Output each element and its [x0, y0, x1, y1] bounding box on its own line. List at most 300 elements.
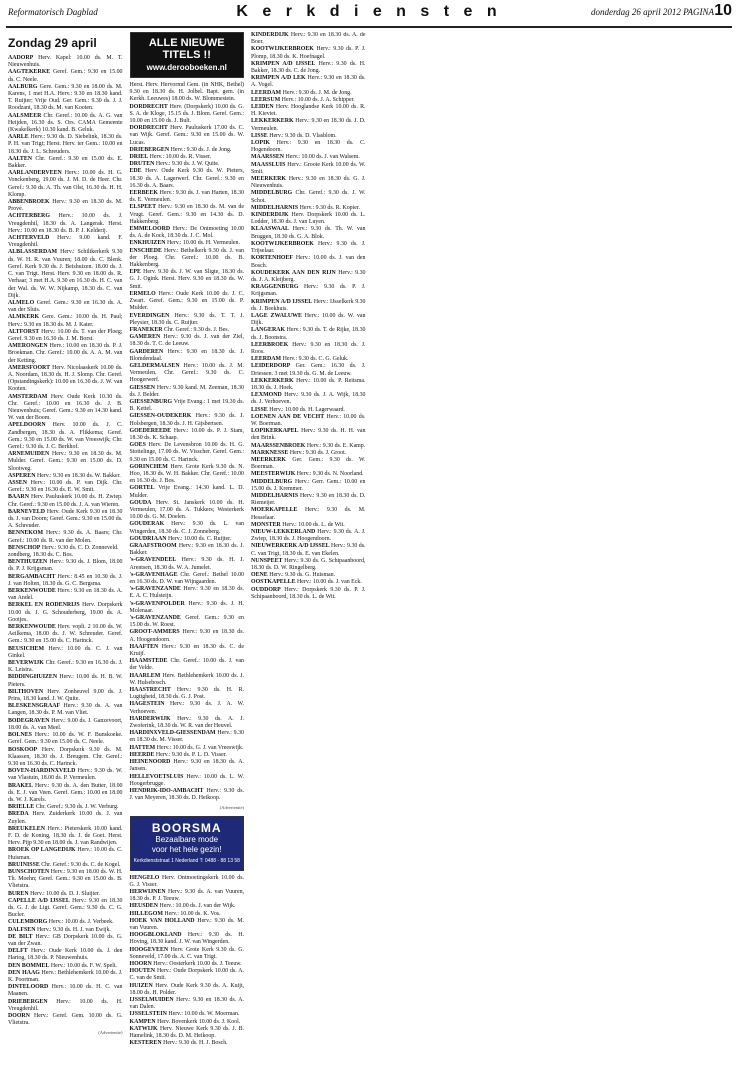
service-details: Herv.: Pieterskerk 10.00 kand. F. D. de Koning, 18.30 ds. J. de Goei. Herst. Herv. Pijp 9.30 en 18.00 ds. J. van Randwijen. — [8, 825, 123, 847]
service-details: Herv.: 9.30 ds. J. M. de Jong. — [282, 89, 352, 96]
service-details: Chr. Geref.: 10.00 ds. J. van der Velde. — [129, 658, 244, 672]
place-name: HAGESTEIN — [129, 701, 165, 708]
place-name: MIDDELHARNIS — [251, 493, 299, 499]
service-details: Herv.: 9.30 ds. C. G. Geluk. — [282, 356, 349, 363]
service-details: Herv.: 9.30 en 18.30 ds. M. Visser. — [129, 730, 244, 744]
listing-entry — [251, 493, 366, 507]
listing-entry — [8, 314, 123, 328]
listing-entry — [8, 602, 123, 624]
listing-entry — [251, 133, 366, 140]
service-details: Herv.: 9.30 en 18.30 ds. W. Bakker. — [36, 472, 121, 479]
place-name: BENTHUIZEN — [8, 559, 48, 566]
service-details: Herv. Hooglandse Kerk 10.00 ds. R. H. Kieviet. — [251, 104, 366, 118]
listing-entry — [251, 162, 366, 176]
listing-col6 — [251, 212, 366, 601]
listings-columns — [8, 32, 730, 1058]
listing-entry — [251, 543, 366, 557]
listing-entry — [130, 673, 245, 687]
service-details: Herv.: 9.30 ds. J. Blom, 18.00 ds. P. J. Krijgsman. — [8, 559, 123, 573]
listing-entry — [8, 394, 123, 423]
listing-entry — [251, 118, 366, 132]
listing-entry — [8, 869, 123, 891]
service-details: Herv.: 9.30 en 18.30 ds. J. Bakker. — [129, 543, 244, 557]
place-name: BERKENWOUDE — [8, 624, 56, 631]
listing-entry — [8, 494, 123, 508]
place-name: FRANEKER — [129, 326, 163, 333]
listing-entry — [130, 572, 245, 586]
ad-boorsma-line3: voor het hele gezin! — [151, 844, 222, 854]
place-name: HARDINXVELD-GIESSENDAM — [129, 730, 216, 737]
listing-entry — [8, 768, 123, 782]
listing-entry — [8, 732, 123, 746]
place-name: DRIEBERGEN — [8, 998, 48, 1005]
place-name: MAARSSENBROEK — [251, 442, 306, 449]
service-details: Herv.: Dorpskerk 9.30 ds. P. J. Schipaanboord, 18.30 ds. L. de Wit. — [251, 586, 366, 600]
place-name: BENNEKOM — [8, 530, 44, 537]
place-name: AALBURG — [8, 83, 38, 90]
service-details: Herv.: De Ontmoeting 10.00 ds. A. de Kock, 18.30 ds. J. C. Mol. — [129, 226, 244, 240]
listing-entry — [8, 898, 123, 920]
listing-entry — [251, 428, 366, 442]
place-name: AALSMEER — [8, 112, 42, 119]
service-details: Herv.: 9.30 ds. G. Huisman. — [269, 572, 336, 579]
service-details: Herv. Oude Kerk 9.30 ds. A. Kuijt, 18.00 ds. H. Polder. — [129, 982, 244, 996]
listing-entry — [251, 450, 366, 457]
listing-entry — [251, 572, 366, 579]
listing-entry — [130, 889, 245, 903]
listing-entry — [251, 378, 366, 392]
place-name: KRIMPEN A/D IJSSEL — [251, 298, 313, 305]
listing-entry — [251, 61, 366, 75]
listing-entry — [130, 730, 245, 744]
place-name: ASPEREN — [8, 472, 36, 479]
place-name: 's-GRAVENDEEL — [129, 557, 177, 564]
service-details: Herv.: 10.00 ds. P. van Dijk. Chr. Geref.: 9.30 en 16.30 ds. E. W. Smit. — [8, 479, 123, 494]
place-name: ENKHUIZEN — [129, 240, 166, 247]
listing-entry — [130, 788, 245, 802]
place-name: IJSSELMUIDEN — [129, 996, 174, 1003]
listing-entry — [8, 689, 123, 703]
listing-entry — [251, 205, 366, 212]
listing-entry — [8, 811, 123, 825]
service-details: Herv.: 9.30 ds. M. van Vuuren. — [129, 917, 244, 931]
listing-entry — [8, 249, 123, 299]
place-name: BAARN — [8, 494, 29, 501]
place-name: HARDERWIJK — [129, 715, 171, 722]
service-details: Herv.: 10.00 ds. J. Vreugdenhil, 18.30 ds. A. Langerak. Herst. Herv.: 10.00 en 18.30 ds. B. P. J. Kelderij. — [8, 213, 123, 234]
listing-entry — [130, 291, 245, 313]
ad-books-headline: ALLE NIEUWE TITELS !! — [148, 37, 225, 61]
listing-entry — [130, 701, 245, 715]
listing-col3 — [130, 82, 245, 399]
place-name: AARLANDERVEEN — [8, 170, 62, 177]
listing-entry — [8, 919, 123, 926]
listing-entry — [8, 473, 123, 480]
listing-entry — [251, 587, 366, 601]
listing-entry — [130, 190, 245, 204]
listing-entry — [130, 161, 245, 168]
service-details: Herv.: 9.30 ds. J. van Harten, 18.30 ds. E. Vermeulen. — [129, 190, 244, 204]
place-name: GRAAFSTROOM — [129, 543, 177, 549]
listing-entry — [8, 646, 123, 660]
place-name: BARNEVELD — [8, 508, 45, 515]
ad-boorsma-line2: Bezaalbare mode — [155, 834, 219, 844]
section-title: K e r k d i e n s t e n — [236, 3, 502, 20]
listing-entry — [130, 327, 245, 334]
place-name: OENE — [251, 572, 268, 579]
place-name: MARKNESSE — [251, 449, 289, 456]
listing-entry — [251, 46, 366, 60]
place-name: BIDDINGHUIZEN — [8, 674, 58, 681]
service-details: Herv.: 9.30 ds. J. Groot. — [289, 449, 347, 456]
listing-entry — [8, 235, 123, 249]
place-name: HAAMSTEDE — [129, 658, 168, 665]
place-name: ALMKERK — [8, 314, 40, 321]
service-details: Herv.: 10.00 ds. C. Ruijter. — [167, 535, 232, 542]
listing-entry — [130, 428, 245, 442]
place-name: HAASTRECHT — [129, 687, 171, 694]
listing-entry — [130, 745, 245, 752]
place-name: NUNSPEET — [251, 557, 283, 564]
service-details: Herv. Zonheuvel 9.00 ds. J. Prins, 18.30 kand. J. W. Quite. — [8, 688, 123, 703]
service-details: Herv.: Gerr. Gem.: 10.00 en 15.00 ds. J. Kremmer. — [251, 478, 366, 492]
place-name: MOERKAPELLE — [251, 507, 298, 514]
place-name: GIESSEN — [129, 384, 156, 391]
place-name: 's-GRAVENZANDE — [129, 586, 181, 593]
place-name: MIDDELBURG — [251, 478, 293, 485]
service-details: Herv.: 9.30 ds. J. A. W. Verhoeven. — [129, 701, 244, 715]
listing-entry — [251, 140, 366, 154]
service-details: Herv.: 9.30 ds. J. A. Kleijberg. — [251, 269, 366, 283]
service-details: Herv.: 9.30 ds. J. de Jong. — [170, 146, 232, 153]
listing-entry — [8, 365, 123, 394]
listing-entry — [8, 69, 123, 83]
listing-entry — [130, 385, 245, 399]
service-details: Herv. Bethlehemkerk 10.00 ds. J. W. Hulsebosch. — [129, 672, 244, 686]
place-name: BRUINISSE — [8, 861, 40, 868]
listing-entry — [251, 507, 366, 521]
service-details: Chr. Geref.: 9.30 ds. J. Bes. — [164, 326, 230, 333]
listing-entry — [251, 392, 366, 406]
place-name: HATTEM — [129, 744, 156, 751]
listing-entry — [251, 327, 366, 341]
service-details: Herv.: 9.30 en 18.30 ds. A. de Boer. — [251, 32, 366, 46]
listing-entry — [130, 997, 245, 1011]
service-details: Herv. Pauluskerk 17.00 ds. C. van Wijk. Geref. Gem.: 9.30 en 15.00 ds. W. Lucas. — [129, 125, 244, 146]
service-details: Ger. Gem.: 9.30 ds. W. Boerman. — [251, 456, 366, 471]
place-name: EPE — [129, 269, 141, 276]
listing-entry — [130, 204, 245, 226]
service-details: Herv. Nieuwe Kerk 9.30 ds. J. B. Hamelink, 18.30 ds. D. M. Heikoop. — [129, 1025, 244, 1039]
listing-entry — [251, 529, 366, 543]
service-details: Herv.: 9.30 en 18.30 ds. M. van de Vrugt. Geref. Gem.: 9.30 en 14.30 ds. D. Hakkenberg. — [129, 204, 244, 225]
place-name: ACHTERVELD — [8, 235, 50, 242]
place-name: LEERDAM — [251, 89, 282, 96]
listing-entry — [8, 718, 123, 732]
place-name: HENDRIK-IDO-AMBACHT — [129, 787, 204, 794]
service-details: Herv. 10.00 ds. J. C. Zandbergen, 18.30 ds. A. Flikkema; Geref. Gem.: 9.30 en 15.00 ds. W. van Vreeswijk; Chr. Geref.: 9.30 ds. J. C. Berkhof. — [8, 422, 123, 450]
place-name: HEINENOORD — [129, 759, 171, 766]
service-details: Herv.: 9.30 ds. A. den Butter, 18.00 ds. E. J. van Veen. Geref. Gem.: 10.00 en 18.00 ds. W. J. Karels. — [8, 782, 123, 803]
place-name: AMERSFOORT — [8, 364, 51, 371]
listing-entry — [251, 356, 366, 363]
place-name: HOOGEVEEN — [129, 946, 169, 953]
service-details: Herv.: Geref. Gem. 10.00 ds. G. Vlietstra. — [8, 1013, 123, 1027]
listing-entry — [130, 349, 245, 363]
place-name: BEUSICHEM — [8, 645, 45, 652]
place-name: GROOT-AMMERS — [129, 629, 180, 636]
service-details: Herv.: 10.00 ds. F. W. Spelt. — [50, 962, 117, 969]
listing-entry — [130, 658, 245, 672]
service-details: Herv.: 10.00 ds. H. C. van Maanen. — [8, 984, 123, 998]
place-name: DALFSEN — [8, 926, 36, 933]
listing-entry — [130, 774, 245, 788]
service-details: Herv.: 10.00 ds. D. J. Sluijter. — [30, 890, 100, 897]
place-name: DORDRECHT — [129, 103, 168, 110]
listing-entry — [130, 413, 245, 427]
place-name: LEKKERKERK — [251, 377, 294, 384]
place-name: LEERSUM — [251, 96, 281, 103]
place-name: AMERONGEN — [8, 343, 48, 350]
place-name: HAAFTEN — [129, 643, 159, 650]
place-name: DE BILT — [8, 933, 33, 940]
place-name: KESTEREN — [129, 1040, 162, 1047]
service-details: Gere. Gem.: 10.00 ds. H. Paul; Herv.: 9.30 en 18.30 ds. M. J. Kater. — [8, 314, 123, 328]
listing-entry — [251, 97, 366, 104]
place-name: LEXMOND — [251, 392, 282, 399]
place-name: BREDA — [8, 811, 29, 818]
day-heading: Zondag 29 april — [8, 36, 97, 50]
service-details: Herv.: 9.30 ds. A. van Vuuren, 18.30 ds. P. J. Teeuw. — [129, 888, 245, 903]
service-details: Herv.: 10.00 ds. J. van Walsem. — [285, 154, 360, 161]
place-name: 's-GRAVENPOLDER — [129, 600, 185, 607]
service-details: Herv.: 10.00 ds. H. Vreugdenhil. — [8, 998, 123, 1012]
service-details: Herv.: 10.00 ds. J. M. Vermeulen. Chr. Geref.: 9.30 ds. C. Hoogerwerf. — [129, 362, 244, 384]
service-details: Herv. Dorpskerk 10.00 ds. J. G. Schouderberg, 19.00 ds. A. Gootjes. — [8, 602, 123, 623]
ad-boorsma-address: Kerkdienststraat 1 Nederland T: 0488 - 88 13 58 — [133, 857, 240, 864]
service-details: Herv. Ontmoetingskerk 10.00 ds. G. J. Visser. — [129, 874, 244, 888]
place-name: DEN HAAG — [8, 969, 40, 976]
place-name: BOVEN-HARDINXVELD — [8, 768, 76, 775]
place-name: KATWIJK — [129, 1025, 158, 1032]
place-name: LEKKERKERK — [251, 118, 294, 125]
listing-entry — [8, 84, 123, 113]
ad-label-2: (Advertentie) — [219, 805, 244, 811]
listing-entry — [130, 1040, 245, 1047]
listing-entry — [251, 414, 366, 428]
place-name: AADORP — [8, 55, 34, 61]
listing-entry — [130, 168, 245, 190]
listing-entry — [130, 104, 245, 126]
listing-entry — [130, 399, 245, 413]
service-details: Herv.: 9.30 ds. Th. W. van Bruggen, 18.30 ds. G. A. Blok. — [251, 226, 366, 240]
advertisement-books[interactable] — [130, 32, 245, 78]
listing-entry — [8, 1013, 123, 1027]
place-name: MEESTERWIJK — [251, 471, 296, 478]
listing-entry — [251, 212, 366, 226]
place-name: HENGELO — [129, 874, 160, 881]
listing-entry — [8, 826, 123, 848]
listing-entry — [130, 1019, 245, 1026]
service-details: Herv. St. Janskerk 10.00 ds. H. Vermeulen, 17.00 ds. A. Tukkers; Westerkerk 10.00 ds. G. M. Doelen. — [129, 499, 244, 521]
service-details: Herv.: 9.30 ds. H. J. Arentsen, 18.30 ds. W. A. Jumelet. — [129, 557, 244, 571]
listing-entry — [130, 226, 245, 240]
listing-entry — [251, 104, 366, 118]
listing-entry — [130, 687, 245, 701]
place-name: MIDDELBURG — [251, 190, 293, 197]
service-details: Herv. Dorpskerk 10.00 ds. L. Lodder, 18.30 ds. J. van Luyen. — [251, 212, 366, 226]
service-details: Herv.: 10.00 ds. W. van Dijk. — [251, 312, 366, 327]
service-details: Herv.: 9.30 ds. J. H. Molenaar. — [129, 600, 244, 614]
listing-entry — [130, 313, 245, 327]
listing-entry — [130, 911, 245, 918]
place-name: DRIEBERGEN — [129, 146, 170, 153]
service-details: Herv. voplt. 2 10.00 ds. W. Aeilkema, 18.00 ds. J. W. Schreuder. Geref. Gem.: 9.30 en 15.00 ds. C. Harinck. — [8, 624, 123, 645]
listing-entry — [8, 509, 123, 531]
service-details: Herv.: 10.00 ds. H. G. Vonckenberg, 19.00 ds. J. M. D. de Heer. Chr. Geref.: 9.30 ds. A. Th. van Olst, 16.30 ds. H. H. Klomp. — [8, 170, 123, 198]
service-details: Herv.: 9.30 ds. H. J. Bosch. — [163, 1040, 228, 1047]
service-details: Herv.: 10.00 ds. W. F. Bunskoeke. Geref. Gem.: 9.30 en 15.00 ds. C. Neele. — [8, 732, 123, 746]
listing-entry — [130, 442, 245, 464]
service-details: Chr. Geref.: 9.30 ds. J. W. Schot. — [251, 190, 366, 204]
service-details: Herv.: 9.30 ds. C. van Trigt, 18.30 ds. E. van Ekelen. — [251, 543, 366, 557]
service-details: Herv.: 9.30 en 18.30 ds. A. Hoogendoorn. — [129, 629, 244, 643]
listing-col4 — [130, 399, 245, 802]
listing-entry — [251, 579, 366, 586]
advertisement-boorsma[interactable] — [130, 816, 245, 871]
place-name: BUNSCHOTEN — [8, 868, 50, 875]
service-details: Herv.: 9.30 ds. M. Hesselaar. — [251, 507, 366, 521]
service-details: Herv.: 9.00 kand. F. Vreugdenhil. — [8, 235, 123, 249]
place-name: MEERKERK — [251, 456, 287, 463]
listing-entry — [130, 932, 245, 946]
service-details: Herv.: 10.00 ds. J. van den Bosch. — [251, 255, 366, 269]
service-details: Herv.: Groote Kerk 10.00 ds. W. Smit. — [251, 161, 366, 175]
listing-entry — [130, 1011, 245, 1018]
listing-entry — [8, 804, 123, 811]
listing-entry — [8, 963, 123, 970]
place-name: LEIDERDORP — [251, 363, 291, 370]
place-name: LOENEN AAN DE VECHT — [251, 413, 325, 420]
place-name: BOSKOOP — [8, 746, 38, 753]
place-name: KOOTWIJKERBROEK — [251, 240, 314, 247]
service-details: Herv.: 9.30 en 18.30 ds. C. Hogendoorn. — [251, 140, 366, 154]
service-details: Herv. Oude Kerk 9.30 ds. W. Pieters, 18.30 ds. A. Lagerwerf. Chr. Geref.: 9.30 en 16.30 ds. A. Baars. — [129, 168, 244, 189]
place-name: MEERKERK — [251, 176, 287, 183]
header-rule — [6, 26, 732, 28]
service-details: Herv.: 8.45 en 10.30 ds. J. J. van Holten, 18.30 ds. G. C. Bergsma. — [8, 573, 123, 587]
listing-entry — [8, 329, 123, 343]
listing-entry — [130, 983, 245, 997]
place-name: LANGERAK — [251, 327, 286, 334]
listing-entry — [130, 875, 245, 889]
place-name: BERGAMBACHT — [8, 573, 56, 580]
place-name: GIESSEN-OUDEKERK — [129, 413, 192, 420]
service-details: Herv.: 10.00 ds. T. van der Ploeg; Geref. 9.30 en 16.30 ds. J. M. Borst. — [8, 328, 123, 342]
service-details: Herv.: 10.00 ds. L. de Wit. — [282, 521, 345, 528]
place-name: KRIMPEN A/D LEK — [251, 75, 306, 82]
place-name: EERBEEK — [129, 190, 158, 197]
listing-entry — [8, 934, 123, 948]
place-name: HOORN — [129, 960, 152, 967]
place-name: GORINCHEM — [129, 463, 168, 470]
place-name: BREUKELEN — [8, 825, 45, 832]
place-name: ELSPEET — [129, 204, 157, 211]
service-details: Chr. Geref.: 9.30 en 16.30 ds. J. K. Leistra. — [8, 660, 123, 674]
service-details: Chr. Geref.: 10.00 ds. A. G. van Heijden, 16.30 ds. S. Ors. CAMA Gemeente (Kwakelkerk) 10.30 kand. B. Geluk. — [8, 112, 123, 134]
listing-entry — [251, 471, 366, 478]
listing-entry — [251, 457, 366, 471]
listing-entry — [8, 343, 123, 365]
service-details: Herv.: 9.30 en 18.30 ds. J. D. Vermeulen. — [251, 118, 366, 132]
service-details: Herv.: 9.30 ds. N. Noorland. — [296, 471, 364, 478]
service-details: Herv.: 9.30 en 18.30 ds. G. J. de Ligt. Geref. Gem.: 9.30 ds. C. G. Bucler. — [8, 897, 123, 919]
service-details: Herv. Grote Kerk 9.30 ds. G. Sonneveld, 17.00 ds. A. C. van Trigt. — [129, 946, 244, 960]
service-details: Herv.: 9.30 ds. L. van Wingerden, 18.30 ds. C. J. Zonneberg. — [129, 521, 244, 535]
service-details: Herv.: 9.30 ds. J. A. Wijk, 18.30 ds. J. Verhoeven. — [251, 392, 366, 406]
listing-entry — [8, 199, 123, 213]
listing-entry — [8, 948, 123, 962]
place-name: BLESKENSGRAAF — [8, 703, 61, 710]
service-details: Herv. Oude Kerk 10.30 ds. Chr. Geref.: 10.00 en 16.30 ds. J. B. Nieuwenhuis; Geref. Gem.: 9.30 en 14.30 kand. W. van der Boom. — [8, 393, 123, 422]
listing-entry — [251, 522, 366, 529]
place-name: ENSCHEDE — [129, 247, 162, 254]
place-name: HOOGBLOKLAND — [129, 932, 182, 939]
listing-entry — [130, 629, 245, 643]
service-details: Herv.: 9.30 en 18.30 ds. J. Roos. — [251, 341, 366, 355]
service-details: Herv.: 9.30 en 18.30 ds. A. Jansen. — [129, 759, 244, 773]
place-name: HILLEGOM — [129, 910, 163, 917]
listing-entry — [130, 601, 245, 615]
listing-entry — [251, 226, 366, 240]
place-name: DRIEL — [129, 154, 149, 161]
listing-entry — [130, 82, 245, 104]
service-details: Herv.: 9.30 ds. H. Hoving, 18.30 kand. J. W. van Wingerden. — [129, 932, 244, 946]
service-details: Herv.: 9.30 en 18.30 ds. E. A. C. Hulsteijn. — [129, 586, 244, 600]
listing-entry — [251, 284, 366, 298]
place-name: BERKEL EN RODENRIJS — [8, 602, 80, 609]
issue-date-text: donderdag 26 april 2012 — [590, 7, 681, 17]
ad-books-url[interactable]: www.derooboeken.nl — [146, 63, 227, 72]
listing-entry — [251, 190, 366, 204]
place-name: LEIDEN — [251, 104, 274, 111]
service-details: Herv.: 10.00 ds. C. Huisman. — [8, 847, 123, 861]
listing-entry — [8, 783, 123, 805]
service-details: Herv.: 10.00 ds. W. Moerman. — [168, 1011, 240, 1018]
service-details: Herv. 9.30 ds. J. W. van Sligte, 18.30 ds. G. J. Ogink. Herst. Herv. 9.30 en 18.30 ds. W. Smit. — [129, 269, 244, 290]
place-name: 's-GRAVENZANDE — [129, 615, 181, 622]
service-details: Herv.: 9.30 ds. J. Trijselaar. — [251, 240, 366, 255]
service-details: Herv.: IJsselkerk 9.30 ds. J. Beekhuis. — [251, 298, 366, 312]
place-name: DOORN — [8, 1013, 30, 1020]
service-details: Herv. Oude Kerk 9.30 en 18.30 ds. J. van Doorn; Geref. Gem.: 9.30 en 15.00 ds. A. Schreuder. — [8, 508, 123, 530]
listing-entry — [130, 147, 245, 154]
place-name: EDE — [129, 168, 142, 175]
listing-entry — [8, 552, 123, 559]
listing-entry — [130, 334, 245, 348]
service-details: Herv.: Bethelkerk 9.30 ds. J. van der Ploeg. Chr. Geref.: 10.00 ds. B. Hakkenberg. — [129, 247, 244, 269]
listing-entry — [8, 530, 123, 544]
place-name: ERMELO — [129, 290, 156, 297]
listing-col2 — [8, 552, 123, 1027]
listing-entry — [130, 644, 245, 658]
listing-entry — [130, 752, 245, 759]
place-name: CULEMBORG — [8, 919, 48, 926]
service-details: Herv.: 10.00 ds. K. Vos. — [164, 910, 221, 917]
listing-col1 — [8, 55, 123, 552]
service-details: Herv. (Dorpskerk) 10.00 ds. G. S. A. de Kloge, 15.15 ds. J. Blom. Geref. Gem.: 10.00 en 15.00 ds. J. Bult. — [129, 103, 244, 125]
service-details: Herv.: 9.30 ds. P. L. D. Visser. — [155, 751, 227, 758]
